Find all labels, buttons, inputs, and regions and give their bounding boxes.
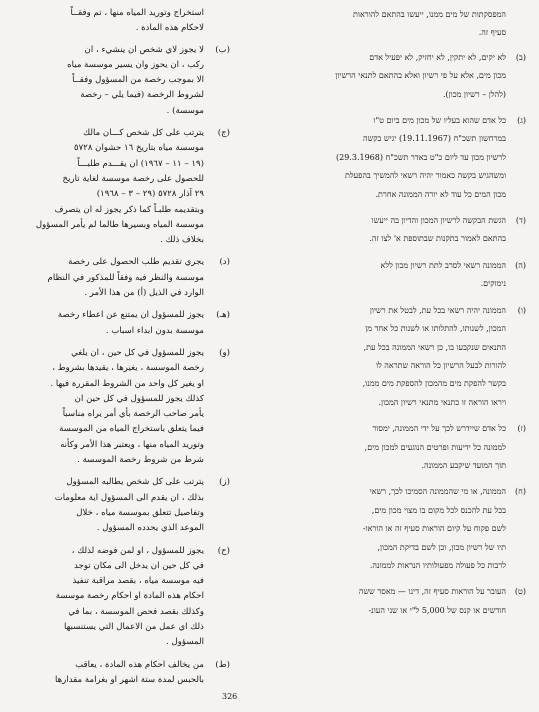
arabic-paragraph-t (12, 658, 230, 686)
paragraph-label: (ג) (517, 116, 526, 126)
paragraph-label: (ד) (515, 216, 526, 226)
paragraph-label: (ח) (515, 487, 526, 497)
hebrew-paragraph-het (268, 483, 526, 575)
paragraph-text: כל אדם שיידרש לכך על ידי הממונה, ימסור לממונה כל ידיעות ופרטים הנוגעים למכון מים, תוך המועד שיקבע הממונה. (364, 424, 506, 470)
paragraph-label: (ה) (515, 260, 526, 270)
paragraph-text: يجوز للمسؤول ان يمتنع عن اعطاء رخصة موسسة بدون ابداء اسباب . (57, 310, 204, 336)
hebrew-column (268, 6, 526, 686)
hebrew-paragraph-b (268, 49, 526, 104)
arabic-paragraph-h (12, 308, 230, 339)
paragraph-text: הממונה יהיה רשאי בכל עת, לבטל את רשיון המכון, לשנותו, להתלותו או לשנות כל אחד מן התנאים שנקבעו בו, כן רשאי הממונה בכל עת, להורות לבעל הרשיון כל הוראה שתראה לו בקשר להפקת מים מהמכון להספקת מים ממנו, ויראו הוראה זו כתנאי מתנאי רשיון המכון. (362, 305, 506, 407)
paragraph-text: לא יקים, לא יתקין, לא יחזיק, לא יפעיל אדם מכון מים, אלא על פי רשיון ואלא בהתאם לתנאי הרשיון (להלן – רשיון מכון). (335, 52, 506, 99)
hebrew-paragraph-d (268, 212, 526, 249)
paragraph-text: يجري تقديم طلب الحصول على رخصة موسسة والنظر فيه وفقاً للمذكور في النظام الوارد في الذيل (أ) من هذا الأمر . (47, 257, 204, 299)
paragraph-label: (ح) (217, 545, 230, 556)
arabic-column (12, 6, 230, 686)
paragraph-label: (و) (219, 347, 230, 358)
paragraph-label: (ו) (517, 305, 526, 315)
paragraph-text: يجوز للمسؤول في كل حين ، ان يلغي رخصة الموسسة ، يغيرها ، يقيدها بشروط ، او يغير كل واحد من الشروط المقررة فيها . كذلك يجوز للمسؤول في كل حين ان يأمر صاحب الرخصة بأي أمر يراه مناسباً فيما يتعلق باستخراج المياه من الموسسة وتوريد المياه منها ، ويعتبر هذا الأمر وكأنه شرط من شروط رخصة الموسسة . (50, 347, 204, 466)
paragraph-text: הממונה, או מי שהממונה הסמיכו לכך, רשאי בכל עת להכנס לכל מקום בו מצוי מכון מים, לשם פקוח על קיום הוראות סעיף זה או הוראו- תיו של רשיון מכון, וכן לשם בדיקת המכון, לרבות כל פעולה מפעולותיו הנראות לממונה. (362, 487, 506, 570)
arabic-paragraph-h2 (12, 544, 230, 651)
paragraph-text: يترتب على كل شخص يطالبه المسؤول بذلك ، ان يقدم الى المسؤول اية معلومات وتفاصيل تتعلق بموسسة مياه ، خلال الموعد الذي يحدده المسؤول . (54, 477, 204, 534)
hebrew-paragraph-v (268, 302, 526, 412)
arabic-paragraph-j (12, 126, 230, 248)
arabic-paragraph-z (12, 475, 230, 536)
paragraph-label: (د) (219, 257, 230, 268)
arabic-paragraph-b (12, 43, 230, 119)
paragraph-label: (ب) (215, 44, 230, 55)
hebrew-paragraph-h (268, 257, 526, 294)
hebrew-paragraph-tet (268, 583, 526, 620)
paragraph-label: (ז) (517, 424, 526, 434)
paragraph-label: (ט) (514, 587, 526, 597)
paragraph-text: من يخالف احكام هذه المادة ، يعاقب بالحبس لمدة ستة اشهر او بغرامة مقدارها (55, 659, 204, 685)
hebrew-paragraph-g (268, 112, 526, 204)
hebrew-paragraph-z (268, 420, 526, 475)
paragraph-text: העובר על הוראות סעיף זה, דינו — מאסר ששה חודשים או קנס של 5,000 ל"י או שני העונ- (358, 587, 506, 615)
arabic-intro: استخراج وتوريد المياه منها ، تم وفقــاً لاحكام هذه المادة . (70, 8, 204, 34)
arabic-paragraph-w (12, 346, 230, 468)
paragraph-text: يجوز للمسؤول ، او لمن فوضه لذلك ، في كل حين ان يدخل الى مكان توجد فيه موسسة مياه ، بقصد مراقبة تنفيذ احكام هذه المادة او احكام رخصة موسسة وكذلك بقصد فحص الموسسة ، بما في ذلك اي عمل من الاعمال التي يستنسبها المسؤول . (55, 545, 204, 648)
paragraph-text: הממונה רשאי לסרב לתת רשיון מכון ללא נימוקים. (380, 260, 506, 289)
paragraph-label: (هـ) (216, 310, 230, 321)
page-number: 326 (222, 692, 238, 701)
paragraph-text: כל אדם שהוא בעליו של מכון מים ביום ט"ו במרחשון תשכ"ח (19.11.1967) יגיש בקשה לרשיון מכון עד ליום כ"ט באדר תשכ"ח (29.3.1968) ומשהגיש בקשה כאמור יהיה רשאי להמשיך בהפעלת מכון המים כל עוד לא יורה הממונה אחרת. (336, 116, 506, 199)
paragraph-text: הגשת הבקשה לרשיון המכון והדיון בה ייעשו בהתאם לאמור בתקנות שבתוספת א' לצו זה. (369, 216, 506, 244)
paragraph-label: (ز) (219, 477, 230, 488)
arabic-paragraph-d (12, 255, 230, 301)
paragraph-label: (ج) (217, 128, 230, 139)
hebrew-intro: המפסקתות של מים ממנו, ייעשו בהתאם להוראות סעיף זה. (353, 10, 506, 38)
paragraph-text: يترتب على كل شخص كـــان مالك موسسة مياه بتاريخ ١٦ حشوان ٥٧٢٨ (١٩ – ١١ – ١٩٦٧) ان يقـــدم طلبـــاً للحصول على رخصة موسسة لغاية تاريخ ٢٩ آذار ٥٧٢٨ (٢٩ – ٣ – ١٩٦٨) وبتقديمه طلبـاً كما ذكر يجوز له ان يتصرف موسسة المياه وبسيرها طالما لم يأمر المسؤول بخلاف ذلك . (35, 128, 204, 246)
paragraph-label: (ב) (515, 52, 526, 62)
paragraph-label: (ط) (215, 659, 230, 670)
paragraph-text: لا يجوز لاي شخص ان ينشيء ، ان ركب ، ان يحوز وان يسير موسسة مياه الا بموجب رخصة من المسؤول وفقــاً لشروط الرخصة (فيما يلي – رخصة موسسة) . (67, 44, 204, 116)
